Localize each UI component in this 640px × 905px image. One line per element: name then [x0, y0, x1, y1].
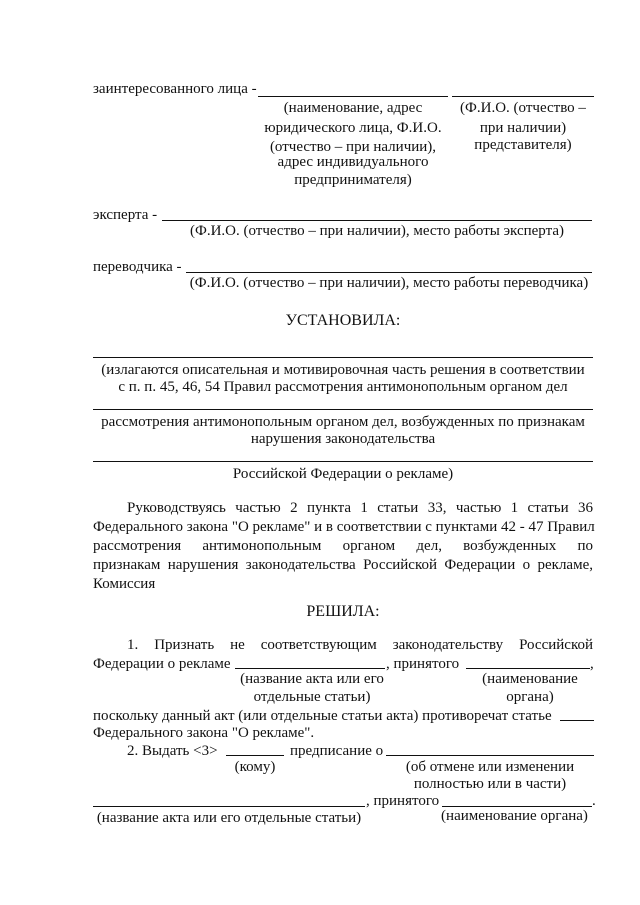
established-note-1b: с п. п. 45, 46, 54 Правил рассмотрения антимонопольным органом дел — [118, 379, 568, 395]
expert-label: эксперта - — [93, 207, 158, 223]
expert-line[interactable] — [162, 220, 592, 221]
item1-accepted: , принятого — [386, 656, 460, 672]
item1-line-2a: Федерации о рекламе — [93, 656, 231, 672]
caption-entity-2: юридического лица, Ф.И.О. — [264, 120, 442, 136]
interested-party-label: заинтересованного лица - — [93, 81, 257, 97]
item2-dot: . — [592, 793, 596, 809]
expert-caption: (Ф.И.О. (отчество – при наличии), место работы эксперта) — [189, 223, 564, 239]
caption-entity-5: предпринимателя) — [294, 172, 412, 188]
guided-line-3: рассмотрения антимонопольным органом дел, возбужденных по — [93, 538, 593, 554]
established-line-1[interactable] — [93, 357, 593, 358]
item2-prescription: предписание о — [290, 743, 384, 759]
item1-line-3: поскольку данный акт (или отдельные статьи акта) противоречат статье — [93, 708, 552, 724]
guided-line-4: признакам нарушения законодательства Российской Федерации о рекламе, — [93, 557, 593, 573]
item2-accepted: , принятого — [366, 793, 440, 809]
item1-comma: , — [590, 656, 594, 672]
item1-line-4: Федерального закона "О рекламе". — [93, 725, 315, 741]
caption-entity-4: адрес индивидуального — [277, 154, 429, 170]
established-heading: УСТАНОВИЛА: — [285, 312, 401, 329]
guided-line-1: Руководствуясь частью 2 пункта 1 статьи 33, частью 1 статьи 36 — [127, 500, 593, 516]
translator-caption: (Ф.И.О. (отчество – при наличии), место работы переводчика) — [189, 275, 589, 291]
caption-act-1: (название акта или его — [240, 671, 384, 687]
caption-whom: (кому) — [234, 759, 276, 775]
guided-line-2: Федерального закона "О рекламе" и в соответствии с пунктами 42 - 47 Правил — [93, 519, 595, 535]
caption-rep-2: при наличии) — [479, 120, 567, 136]
whom-line[interactable] — [226, 755, 284, 756]
established-note-2b: нарушения законодательства — [250, 431, 436, 447]
caption-organ-1: (наименование — [482, 671, 578, 687]
caption-entity-3: (отчество – при наличии), — [269, 139, 437, 155]
item1-line-1: 1. Признать не соответствующим законодательству Российской — [127, 637, 593, 653]
caption-rep-1: (Ф.И.О. (отчество – — [460, 100, 586, 116]
article-line[interactable] — [560, 720, 594, 721]
caption-act2: (название акта или его отдельные статьи) — [96, 810, 362, 826]
caption-organ-2: органа) — [506, 689, 554, 705]
caption-cancel-1: (об отмене или изменении — [405, 759, 575, 775]
established-note-1a: (излагаются описательная и мотивировочная часть решения в соответствии — [101, 362, 585, 378]
translator-label: переводчика - — [93, 259, 182, 275]
established-note-3: Российской Федерации о рекламе) — [232, 466, 454, 482]
established-line-2[interactable] — [93, 409, 593, 410]
organ-line[interactable] — [466, 668, 590, 669]
item2-issue: 2. Выдать <3> — [127, 743, 218, 759]
caption-rep-3: представителя) — [474, 137, 572, 153]
representative-line[interactable] — [452, 96, 594, 97]
decided-heading: РЕШИЛА: — [306, 603, 380, 620]
established-line-3[interactable] — [93, 461, 593, 462]
cancel-line[interactable] — [386, 755, 594, 756]
act-name-line[interactable] — [235, 668, 385, 669]
caption-organ2: (наименование органа) — [441, 808, 588, 824]
caption-entity-1: (наименование, адрес — [283, 100, 423, 116]
interested-party-line[interactable] — [258, 96, 448, 97]
caption-cancel-2: полностью или в части) — [413, 776, 567, 792]
act2-line[interactable] — [93, 806, 365, 807]
caption-act-2: отдельные статьи) — [253, 689, 371, 705]
guided-commission: Комиссия — [93, 576, 156, 592]
established-note-2a: рассмотрения антимонопольным органом дел, возбужденных по признакам — [101, 414, 585, 430]
translator-line[interactable] — [186, 272, 592, 273]
